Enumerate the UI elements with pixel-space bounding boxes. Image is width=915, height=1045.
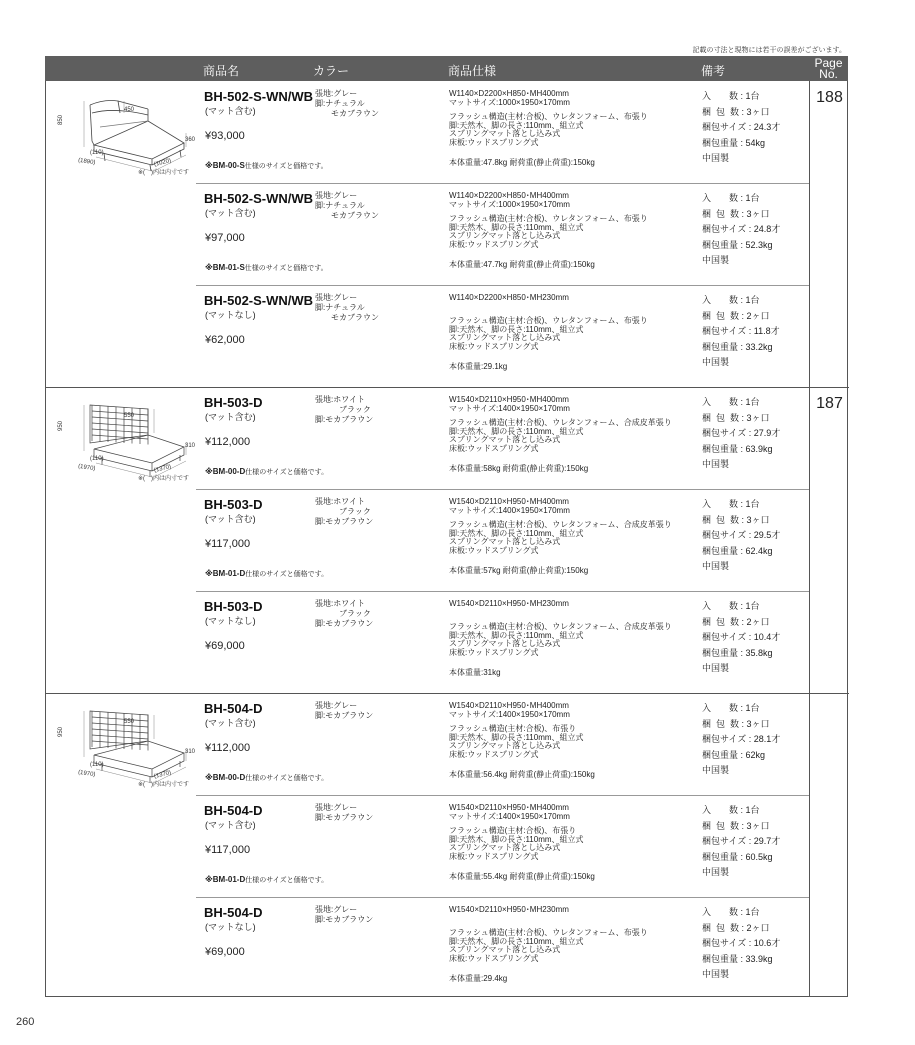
- color-item: 脚:モカブラウン: [315, 915, 374, 924]
- product-row: [46, 183, 809, 285]
- color-item: モカブラウン: [315, 109, 379, 118]
- spec-size-line: W1540×D2110×H950･MH230mm: [449, 599, 569, 608]
- notes-list: [702, 599, 780, 677]
- mattress-reference-text: 仕様のサイズと価格です。: [245, 469, 329, 476]
- product-price: ¥117,000: [205, 844, 251, 856]
- product-name: BH-503-D: [204, 497, 263, 512]
- mattress-reference-text: 仕様のサイズと価格です。: [244, 163, 328, 170]
- spec-detail-line: スプリングマット落とし込み式: [449, 231, 561, 241]
- dim-width: (1970): [77, 463, 96, 473]
- product-mattress-note: (マット含む): [205, 208, 256, 218]
- mattress-reference: [205, 569, 328, 579]
- dimension-notice: 記載の寸法と現物には若干の誤差がございます。: [692, 47, 846, 54]
- inner-dimension-note: ※( )内は内寸です: [138, 476, 190, 482]
- spec-detail-line: スプリングマット落とし込み式: [449, 333, 561, 343]
- spec-size: [449, 294, 569, 303]
- spec-detail-line: 脚:天然木、脚の長さ:110mm、組立式: [449, 222, 584, 232]
- spec-weight: 本体重量:31kg: [449, 668, 501, 677]
- page-reference: 188: [816, 89, 843, 106]
- spec-detail-line: スプリングマット落とし込み式: [449, 741, 561, 751]
- mattress-reference-text: 仕様のサイズと価格です。: [244, 265, 328, 272]
- note-item: 入 数 : 1台: [702, 907, 760, 917]
- spec-detail-line: フラッシュ構造(主材:合板)、ウレタンフォーム、布張り: [449, 928, 648, 937]
- color-list: [315, 701, 373, 721]
- note-item: 梱包重量 : 54kg: [702, 137, 766, 148]
- note-item: 中国製: [702, 867, 730, 877]
- spec-detail-line: 床板:ウッドスプリング式: [449, 138, 539, 148]
- dim-leg: (110): [90, 456, 104, 462]
- header-note: 備考: [701, 64, 726, 78]
- note-item: 梱 包 数 : 3ヶ口: [702, 514, 770, 525]
- note-item: 梱 包 数 : 2ヶ口: [702, 922, 770, 933]
- spec-detail: [449, 215, 648, 250]
- spec-detail-line: 床板:ウッドスプリング式: [449, 852, 539, 862]
- page-number: 260: [16, 1016, 35, 1028]
- spec-size-line: W1540×D2110×H950･MH400mm: [449, 395, 569, 404]
- product-name: BH-504-D: [204, 701, 263, 716]
- dim-headboard: 450: [124, 107, 135, 113]
- note-item: 梱包サイズ : 11.8才: [702, 326, 780, 336]
- note-item: 梱包サイズ : 28.1才: [702, 734, 781, 744]
- product-name: BH-502-S-WN/WB: [204, 191, 314, 206]
- note-item: 梱 包 数 : 3ヶ口: [702, 718, 770, 729]
- color-list: [315, 905, 373, 925]
- spec-detail: [449, 521, 672, 556]
- note-item: 梱包サイズ : 24.8才: [702, 224, 781, 234]
- spec-size: [449, 600, 569, 609]
- color-item: 脚:モカブラウン: [315, 517, 374, 526]
- header-spec: 商品仕様: [448, 64, 497, 78]
- mattress-reference: [205, 875, 328, 885]
- spec-weight: 本体重量:29.1kg: [449, 362, 508, 371]
- color-item: 脚:モカブラウン: [315, 619, 374, 628]
- note-item: 梱包重量 : 33.9kg: [702, 953, 773, 964]
- notes-list: [702, 905, 780, 983]
- product-price: ¥69,000: [205, 946, 245, 958]
- product-name: BH-504-D: [204, 905, 263, 920]
- product-price: ¥62,000: [205, 334, 245, 346]
- color-item: 脚:ナチュラル: [315, 303, 365, 312]
- product-price: ¥112,000: [205, 742, 251, 754]
- mattress-reference-text: 仕様のサイズと価格です。: [245, 775, 329, 782]
- color-item: 張地:グレー: [315, 191, 358, 200]
- note-item: 梱包サイズ : 24.3才: [702, 122, 781, 132]
- spec-size-line: W1140×D2200×H850･MH400mm: [449, 191, 569, 200]
- dim-side: 310: [185, 443, 196, 449]
- product-name: BH-502-S-WN/WB: [204, 89, 314, 104]
- notes-list: [702, 701, 780, 779]
- spec-detail-line: 床板:ウッドスプリング式: [449, 750, 539, 760]
- spec-weight: 本体重量:29.4kg: [449, 974, 508, 983]
- note-item: 入 数 : 1台: [702, 703, 760, 713]
- note-item: 梱包サイズ : 10.6才: [702, 938, 781, 948]
- mattress-code: ※BM-01-S: [205, 263, 245, 272]
- dim-headboard: 550: [124, 719, 135, 725]
- spec-detail-line: フラッシュ構造(主材:合板)、ウレタンフォーム、布張り: [449, 316, 648, 325]
- note-item: 入 数 : 1台: [702, 601, 760, 611]
- spec-size-line: W1140×D2200×H850･MH230mm: [449, 293, 569, 302]
- header-color: カラー: [313, 64, 350, 78]
- spec-detail: [449, 113, 648, 148]
- color-item: 張地:グレー: [315, 803, 358, 812]
- product-table: [45, 81, 848, 997]
- note-item: 中国製: [702, 561, 730, 571]
- spec-size-line: W1540×D2110×H950･MH400mm: [449, 497, 569, 506]
- notes-list: [702, 191, 780, 269]
- spec-detail-line: フラッシュ構造(主材:合板)、布張り: [449, 826, 577, 835]
- mattress-reference-text: 仕様のサイズと価格です。: [245, 571, 329, 578]
- dim-height: 850: [58, 114, 65, 126]
- note-item: 梱包サイズ : 27.9才: [702, 428, 781, 438]
- spec-size-line: マットサイズ:1400×1950×170mm: [449, 403, 570, 413]
- product-name: BH-504-D: [204, 803, 263, 818]
- color-item: 張地:グレー: [315, 905, 358, 914]
- product-name: BH-502-S-WN/WB: [204, 293, 314, 308]
- note-item: 梱包重量 : 33.2kg: [702, 341, 773, 352]
- spec-detail-line: スプリングマット落とし込み式: [449, 435, 561, 445]
- color-item: 張地:グレー: [315, 293, 358, 302]
- spec-detail-line: フラッシュ構造(主材:合板)、ウレタンフォーム、合成皮革張り: [449, 418, 672, 427]
- color-item: モカブラウン: [315, 313, 379, 322]
- color-item: 張地:ホワイト: [315, 395, 365, 404]
- product-price: ¥117,000: [205, 538, 251, 550]
- product-price: ¥69,000: [205, 640, 245, 652]
- spec-detail: [449, 725, 584, 760]
- spec-weight: 本体重量:47.7kg 耐荷重(静止荷重):150kg: [449, 260, 595, 269]
- product-mattress-note: (マット含む): [205, 820, 256, 830]
- spec-detail-line: 床板:ウッドスプリング式: [449, 342, 539, 352]
- spec-detail-line: 脚:天然木、脚の長さ:110mm、組立式: [449, 528, 584, 538]
- dim-depth: (1370): [153, 463, 172, 475]
- spec-size: [449, 702, 570, 719]
- dim-depth: (1370): [153, 769, 172, 781]
- spec-size-line: マットサイズ:1000×1950×170mm: [449, 97, 570, 107]
- note-item: 梱 包 数 : 3ヶ口: [702, 106, 770, 117]
- spec-detail: [449, 929, 648, 964]
- spec-size-line: W1540×D2110×H950･MH230mm: [449, 905, 569, 914]
- spec-size-line: マットサイズ:1400×1950×170mm: [449, 505, 570, 515]
- product-row: [46, 897, 809, 999]
- product-row: [46, 795, 809, 897]
- note-item: 梱包重量 : 63.9kg: [702, 443, 773, 454]
- color-item: 脚:ナチュラル: [315, 201, 365, 210]
- mattress-reference: [205, 161, 328, 171]
- note-item: 梱包重量 : 60.5kg: [702, 851, 773, 862]
- color-item: ブラック: [315, 609, 371, 618]
- spec-detail: [449, 827, 584, 862]
- product-row: [46, 387, 809, 489]
- notes-list: [702, 293, 780, 371]
- color-item: 脚:モカブラウン: [315, 813, 374, 822]
- spec-size-line: W1140×D2200×H850･MH400mm: [449, 89, 569, 98]
- product-price: ¥112,000: [205, 436, 251, 448]
- product-row: [46, 693, 809, 795]
- note-item: 梱 包 数 : 3ヶ口: [702, 208, 770, 219]
- color-item: 張地:ホワイト: [315, 599, 365, 608]
- note-item: 中国製: [702, 969, 730, 979]
- mattress-code: ※BM-00-S: [205, 161, 245, 170]
- mattress-code: ※BM-00-D: [205, 467, 246, 476]
- note-item: 梱包重量 : 62kg: [702, 749, 766, 760]
- spec-size-line: マットサイズ:1400×1950×170mm: [449, 709, 570, 719]
- spec-detail-line: フラッシュ構造(主材:合板)、ウレタンフォーム、合成皮革張り: [449, 622, 672, 631]
- dim-side: 360: [185, 137, 196, 143]
- product-row: [46, 81, 809, 183]
- spec-detail-line: 脚:天然木、脚の長さ:110mm、組立式: [449, 834, 584, 844]
- inner-dimension-note: ※( )内は内寸です: [138, 170, 190, 176]
- dim-height: 950: [58, 726, 65, 738]
- note-item: 梱包重量 : 62.4kg: [702, 545, 773, 556]
- product-row: [46, 489, 809, 591]
- note-item: 中国製: [702, 357, 730, 367]
- color-item: 張地:グレー: [315, 701, 358, 710]
- spec-detail-line: スプリングマット落とし込み式: [449, 639, 561, 649]
- spec-detail-line: フラッシュ構造(主材:合板)、ウレタンフォーム、布張り: [449, 112, 648, 121]
- note-item: 入 数 : 1台: [702, 499, 760, 509]
- page-reference: 187: [816, 395, 843, 412]
- header-page-no: Page No.: [814, 56, 843, 81]
- note-item: 入 数 : 1台: [702, 805, 760, 815]
- color-item: ブラック: [315, 507, 371, 516]
- product-mattress-note: (マットなし): [205, 616, 256, 626]
- spec-weight: 本体重量:55.4kg 耐荷重(静止荷重):150kg: [449, 872, 595, 881]
- color-list: [315, 293, 379, 323]
- product-name: BH-503-D: [204, 599, 263, 614]
- table-header: [45, 56, 848, 81]
- spec-detail-line: 床板:ウッドスプリング式: [449, 240, 539, 250]
- dim-height: 950: [58, 420, 65, 432]
- note-item: 梱包重量 : 35.8kg: [702, 647, 773, 658]
- note-item: 入 数 : 1台: [702, 91, 760, 101]
- color-item: 張地:ホワイト: [315, 497, 365, 506]
- note-item: 梱包サイズ : 29.5才: [702, 530, 781, 540]
- spec-size: [449, 498, 570, 515]
- dim-headboard: 550: [124, 413, 135, 419]
- product-mattress-note: (マット含む): [205, 412, 256, 422]
- spec-size-line: W1540×D2110×H950･MH400mm: [449, 701, 569, 710]
- spec-detail: [449, 419, 672, 454]
- color-item: モカブラウン: [315, 211, 379, 220]
- color-list: [315, 89, 379, 119]
- note-item: 梱 包 数 : 3ヶ口: [702, 412, 770, 423]
- spec-detail-line: 床板:ウッドスプリング式: [449, 648, 539, 658]
- product-mattress-note: (マットなし): [205, 310, 256, 320]
- spec-detail-line: 床板:ウッドスプリング式: [449, 954, 539, 964]
- page-column-divider: [809, 81, 810, 996]
- mattress-code: ※BM-00-D: [205, 773, 246, 782]
- spec-size: [449, 804, 570, 821]
- spec-weight: 本体重量:56.4kg 耐荷重(静止荷重):150kg: [449, 770, 595, 779]
- dim-width: (1890): [77, 157, 96, 167]
- spec-detail-line: 床板:ウッドスプリング式: [449, 444, 539, 454]
- product-price: ¥93,000: [205, 130, 245, 142]
- spec-detail-line: 脚:天然木、脚の長さ:110mm、組立式: [449, 732, 584, 742]
- dim-side: 310: [185, 749, 196, 755]
- note-item: 中国製: [702, 663, 730, 673]
- note-item: 入 数 : 1台: [702, 397, 760, 407]
- mattress-reference: [205, 773, 328, 783]
- note-item: 中国製: [702, 765, 730, 775]
- spec-detail-line: スプリングマット落とし込み式: [449, 129, 561, 139]
- color-list: [315, 803, 373, 823]
- note-item: 梱 包 数 : 2ヶ口: [702, 616, 770, 627]
- dim-leg: (110): [90, 762, 104, 768]
- color-list: [315, 191, 379, 221]
- color-item: 張地:グレー: [315, 89, 358, 98]
- product-price: ¥97,000: [205, 232, 245, 244]
- spec-size-line: マットサイズ:1400×1950×170mm: [449, 811, 570, 821]
- note-item: 梱包サイズ : 29.7才: [702, 836, 781, 846]
- spec-detail: [449, 317, 648, 352]
- color-list: [315, 395, 373, 425]
- color-item: 脚:モカブラウン: [315, 711, 374, 720]
- product-row: [46, 285, 809, 387]
- product-row: [46, 591, 809, 693]
- notes-list: [702, 497, 780, 575]
- color-item: 脚:ナチュラル: [315, 99, 365, 108]
- notes-list: [702, 803, 780, 881]
- header-product-name: 商品名: [203, 64, 240, 78]
- product-mattress-note: (マット含む): [205, 718, 256, 728]
- note-item: 中国製: [702, 255, 730, 265]
- spec-size: [449, 90, 570, 107]
- color-item: 脚:モカブラウン: [315, 415, 374, 424]
- spec-detail-line: フラッシュ構造(主材:合板)、ウレタンフォーム、合成皮革張り: [449, 520, 672, 529]
- dim-leg: (110): [90, 150, 104, 156]
- spec-detail-line: 脚:天然木、脚の長さ:110mm、組立式: [449, 120, 584, 130]
- product-mattress-note: (マット含む): [205, 514, 256, 524]
- color-list: [315, 497, 373, 527]
- spec-detail-line: 脚:天然木、脚の長さ:110mm、組立式: [449, 426, 584, 436]
- spec-size: [449, 396, 570, 413]
- note-item: 梱包サイズ : 10.4才: [702, 632, 781, 642]
- spec-weight: 本体重量:58kg 耐荷重(静止荷重):150kg: [449, 464, 589, 473]
- product-mattress-note: (マットなし): [205, 922, 256, 932]
- mattress-code: ※BM-01-D: [205, 569, 246, 578]
- spec-size-line: W1540×D2110×H950･MH400mm: [449, 803, 569, 812]
- spec-detail-line: スプリングマット落とし込み式: [449, 945, 561, 955]
- dim-depth: (1020): [153, 157, 172, 169]
- note-item: 梱包重量 : 52.3kg: [702, 239, 773, 250]
- spec-detail-line: 床板:ウッドスプリング式: [449, 546, 539, 556]
- spec-detail-line: 脚:天然木、脚の長さ:110mm、組立式: [449, 936, 584, 946]
- spec-detail-line: 脚:天然木、脚の長さ:110mm、組立式: [449, 324, 584, 334]
- note-item: 梱 包 数 : 2ヶ口: [702, 310, 770, 321]
- mattress-code: ※BM-01-D: [205, 875, 246, 884]
- note-item: 中国製: [702, 459, 730, 469]
- spec-detail: [449, 623, 672, 658]
- note-item: 入 数 : 1台: [702, 193, 760, 203]
- spec-size: [449, 192, 570, 209]
- mattress-reference-text: 仕様のサイズと価格です。: [245, 877, 329, 884]
- product-mattress-note: (マット含む): [205, 106, 256, 116]
- note-item: 中国製: [702, 153, 730, 163]
- color-item: ブラック: [315, 405, 371, 414]
- spec-size: [449, 906, 569, 915]
- color-list: [315, 599, 373, 629]
- mattress-reference: [205, 467, 328, 477]
- note-item: 梱 包 数 : 3ヶ口: [702, 820, 770, 831]
- spec-detail-line: フラッシュ構造(主材:合板)、布張り: [449, 724, 577, 733]
- product-name: BH-503-D: [204, 395, 263, 410]
- spec-detail-line: スプリングマット落とし込み式: [449, 843, 561, 853]
- mattress-reference: [205, 263, 328, 273]
- note-item: 入 数 : 1台: [702, 295, 760, 305]
- spec-weight: 本体重量:47.8kg 耐荷重(静止荷重):150kg: [449, 158, 595, 167]
- spec-weight: 本体重量:57kg 耐荷重(静止荷重):150kg: [449, 566, 589, 575]
- inner-dimension-note: ※( )内は内寸です: [138, 782, 190, 788]
- spec-detail-line: フラッシュ構造(主材:合板)、ウレタンフォーム、布張り: [449, 214, 648, 223]
- notes-list: [702, 89, 780, 167]
- spec-detail-line: スプリングマット落とし込み式: [449, 537, 561, 547]
- notes-list: [702, 395, 780, 473]
- spec-size-line: マットサイズ:1000×1950×170mm: [449, 199, 570, 209]
- spec-detail-line: 脚:天然木、脚の長さ:110mm、組立式: [449, 630, 584, 640]
- dim-width: (1970): [77, 769, 96, 779]
